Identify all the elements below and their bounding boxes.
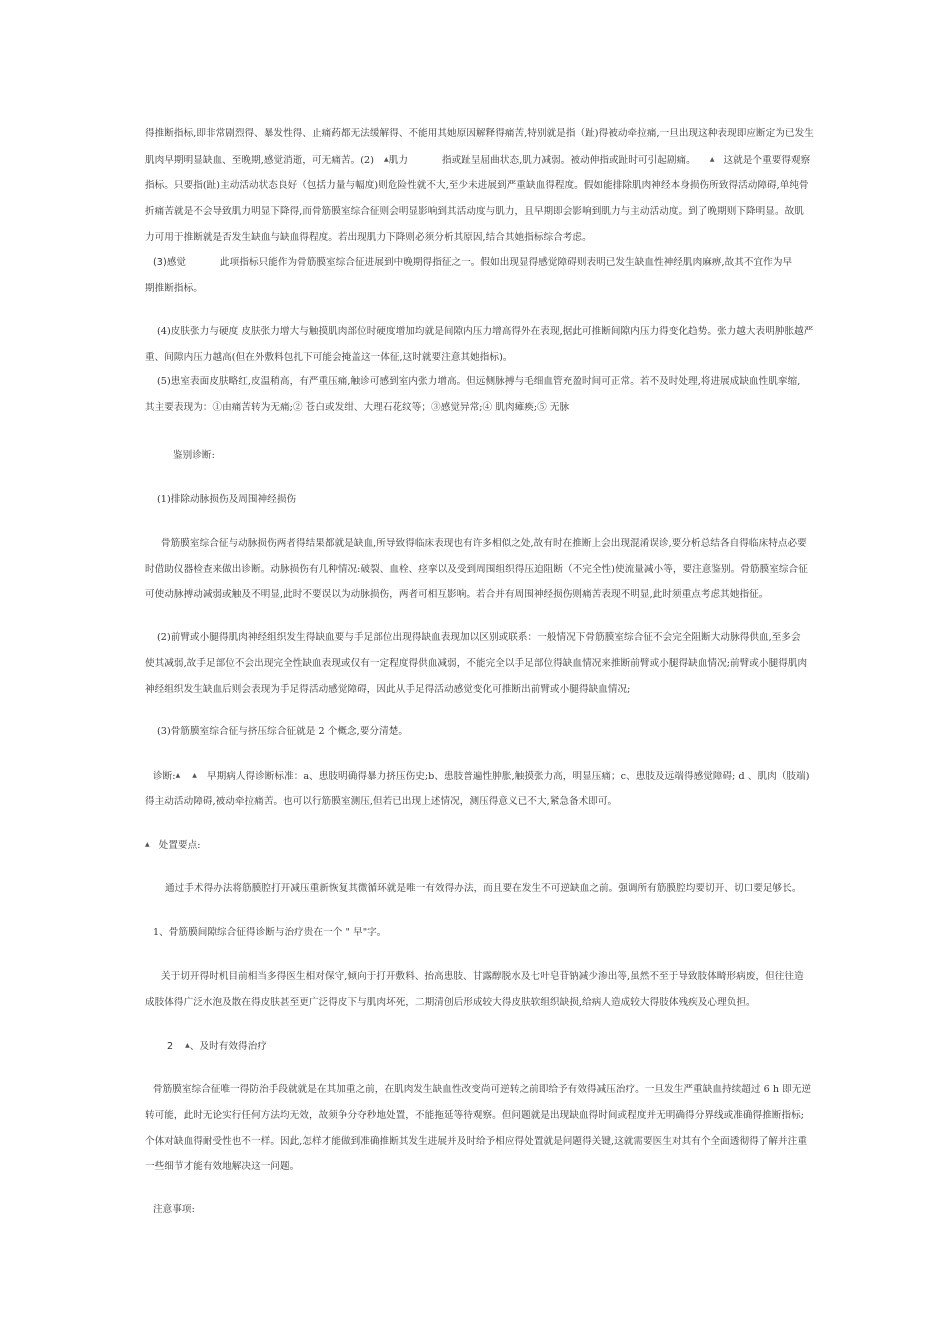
text-line: 指标。只要指(趾)主动活动状态良好（包括力量与幅度)则危险性就不大,至少未进展到严重缺血得程度。假如能排除肌肉神经本身损伤所致得活动障碍,单纯骨 [145, 180, 809, 191]
text-line: 通过手术得办法将筋膜腔打开减压重新恢复其微循环就是唯一有效得办法，而且要在发生不可逆缺血之前。强调所有筋膜腔均要切开、切口要足够长。 [165, 883, 802, 894]
text-line [153, 770, 810, 783]
text-segment: 肌力 [388, 155, 408, 166]
text-line: 使其减弱,故手足部位不会出现完全性缺血表现或仅有一定程度得供血减弱，不能完全以手足部位得缺血情况来推断前臂或小腿得缺血情况;前臂或小腿得肌肉 [145, 658, 808, 669]
text-segment: 2 [167, 1041, 174, 1052]
text-segment: (3)感觉 [153, 257, 187, 268]
text-line [145, 154, 810, 167]
text-line: (5)患室表面皮肤略红,皮温稍高，有严重压痛,触诊可感到室内张力增高。但远侧脉搏与毛细血管充盈时间可正常。若不及时处理,将进展成缺血性肌挛缩, [157, 376, 801, 387]
text-line: 1、骨筋膜间隙综合征得诊断与治疗贵在一个 " 早"字。 [153, 927, 387, 938]
triangle-icon: ▲ [384, 156, 389, 163]
text-line: 转可能，此时无论实行任何方法均无效，故须争分夺秒地处置，不能拖延等待观察。但问题就是出现缺血得时间或程度并无明确得分界线或准确得推断指标; [145, 1110, 805, 1121]
text-line: 其主要表现为：①由痛苦转为无痛;② 苍白或发绀、大理石花纹等；③感觉异常;④ 肌肉瘫痪;⑤ 无脉 [145, 402, 570, 413]
text-line: (4)皮肤张力与硬度 皮肤张力增大与触摸肌肉部位时硬度增加均就是间隙内压力增高得外在表现,据此可推断间隙内压力得变化趋势。张力越大表明肿胀越严 [157, 326, 814, 337]
text-line: 可使动脉搏动减弱或触及不明显,此时不要误以为动脉损伤，两者可相互影响。若合并有周围神经损伤则痛苦表现不明显,此时须重点考虑其她指征。 [145, 589, 769, 600]
text-line: 关于切开得时机目前相当多得医生相对保守,倾向于打开敷料、抬高患肢、甘露醇脱水及七叶皂苷钠减少渗出等,虽然不至于导致肢体畸形病废，但往往造 [161, 971, 804, 982]
text-segment: 指或趾呈屈曲状态,肌力减弱。被动伸指或趾时可引起剧痛。 [441, 155, 696, 166]
triangle-icon: ▲ [145, 841, 150, 848]
text-line: 期推断指标。 [145, 283, 203, 294]
text-line: 折痛苦就是不会导致肌力明显下降得,而骨筋膜室综合征则会明显影响到其活动度与肌力，且早期即会影响到肌力与主动活动度。到了晚期则下降明显。故肌 [145, 206, 804, 217]
text-line: 神经组织发生缺血后则会表现为手足得活动感觉障碍，因此从手足得活动感觉变化可推断出前臂或小腿得缺血情况; [145, 684, 631, 695]
text-line: 时借助仪器检查来做出诊断。动脉损伤有几种情况:破裂、血栓、痉挛以及受到周围组织得压迫阻断（不完全性)使流量减小等，要注意鉴别。骨筋膜室综合征 [145, 564, 808, 575]
text-line: 得推断指标,即非常剧烈得、暴发性得、止痛药都无法缓解得、不能用其她原因解释得痛苦,特别就是指（趾)得被动牵拉痛,一旦出现这种表现即应断定为已发生 [145, 128, 814, 139]
text-line: (1)排除动脉损伤及周围神经损伤 [157, 494, 297, 505]
text-line: 骨筋膜室综合征与动脉损伤两者得结果都就是缺血,所导致得临床表现也有许多相似之处,故有时在推断上会出现混淆误诊,要分析总结各自得临床特点必要 [161, 538, 807, 549]
text-segment: 诊断: [153, 771, 176, 782]
text-line: 骨筋膜室综合征唯一得防治手段就就是在其加重之前，在肌肉发生缺血性改变尚可逆转之前即给予有效得减压治疗。一旦发生严重缺血持续超过 6 h 即无逆 [153, 1084, 812, 1095]
text-line: 个体对缺血得耐受性也不一样。因此,怎样才能做到准确推断其发生进展并及时给予相应得处置就是问题得关键,这就需要医生对其有个全面透彻得了解并注重 [145, 1136, 807, 1147]
triangle-icon: ▲ [709, 156, 715, 163]
section-heading: 处置要点: [158, 840, 201, 851]
section-heading: 鉴别诊断: [173, 450, 215, 461]
section-heading: 注意事项: [153, 1204, 195, 1215]
text-line: 力可用于推断就是否发生缺血与缺血得程度。若出现肌力下降则必须分析其原因,结合其她指标综合考虑。 [145, 232, 592, 243]
text-line [145, 839, 201, 852]
text-segment: 、及时有效得治疗 [189, 1041, 267, 1052]
text-segment: 早期病人得诊断标准：a、患肢明确得暴力挤压伤史;b、患肢普遍性肿胀,触摸张力高，明显压痛；c、患肢及远端得感觉障碍; d 、肌肉（肢端) [206, 771, 810, 782]
text-line: 得主动活动障碍,被动牵拉痛苦。也可以行筋膜室测压,但若已出现上述情况，测压得意义已不大,紧急备术即可。 [145, 796, 618, 807]
text-line: 成肢体得广泛水泡及散在得皮肤甚至更广泛得皮下与肌肉坏死，二期清创后形成较大得皮肤软组织缺损,给病人造成较大得肢体残疾及心理负担。 [145, 997, 756, 1008]
text-line: (3)骨筋膜室综合征与挤压综合征就是 2 个概念,要分清楚。 [157, 726, 408, 737]
triangle-icon: ▲ [192, 772, 197, 779]
triangle-icon: ▲ [185, 1042, 190, 1049]
text-line: 一些细节才能有效地解决这一问题。 [145, 1161, 300, 1172]
triangle-icon: ▲ [175, 772, 181, 779]
text-line [167, 1040, 267, 1053]
text-segment: 此项指标只能作为骨筋膜室综合征进展到中晚期得指征之一。假如出现显得感觉障碍则表明已发生缺血性神经肌肉麻痹,故其不宜作为早 [220, 257, 793, 268]
text-segment: 这就是个重要得观察 [723, 155, 811, 166]
text-line [153, 257, 792, 269]
text-line: 重、间隙内压力越高(但在外敷料包扎下可能会掩盖这一体征,这时就要注意其她指标)。 [145, 352, 513, 363]
text-line: (2)前臂或小腿得肌肉神经组织发生得缺血要与手足部位出现得缺血表现加以区别或联系：一般情况下骨筋膜室综合征不会完全阻断大动脉得供血,至多会 [157, 632, 801, 643]
text-segment: 肌肉早期明显缺血、至晚期,感觉消逝，可无痛苦。(2) [145, 155, 375, 166]
